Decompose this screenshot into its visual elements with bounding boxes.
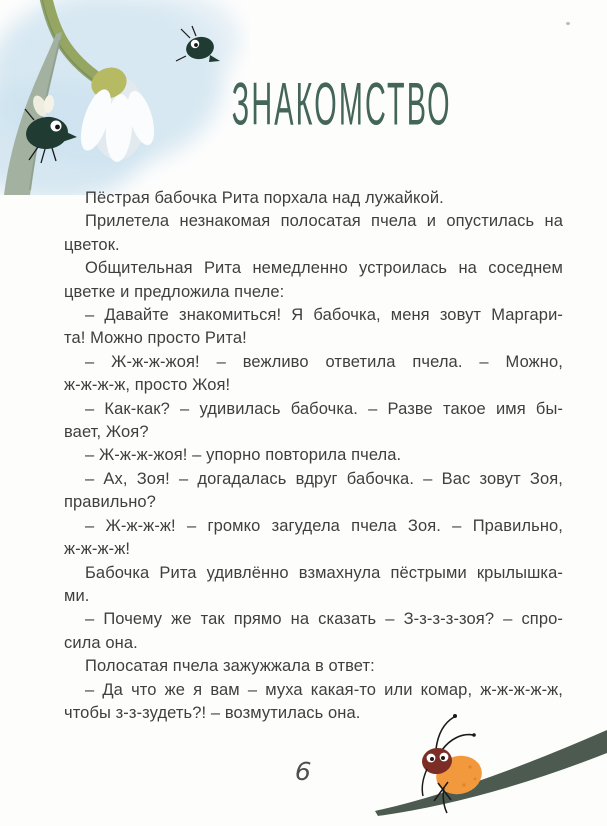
text-line: чтобы з-з-зудеть?! – возмутилась она. [64,703,361,722]
chapter-title-text: ЗНАКОМСТВО [232,71,452,138]
text-line: Пёстрая бабочка Рита порхала над лужайкой. [85,189,444,207]
text-line: – Как-как? – удивилась бабочка. – Разве такое имя бы- [85,399,563,418]
text-line: – Ж-ж-ж-жоя! – вежливо ответила пчела. – Можно, [85,352,563,371]
snowdrop-illustration [0,0,250,195]
branch [375,730,607,816]
text-line: – Давайте знакомиться! Я бабочка, меня зовут Маргари- [85,306,563,325]
text-line: сила она. [64,633,138,652]
text-line: Общительная Рита немедленно устроилась на соседнем [85,259,563,278]
text-line: – Да что же я вам – муха какая-то или комар, ж-ж-ж-ж-ж, [85,680,563,699]
text-line: – Почему же так прямо на сказать – З-з-з-з-зоя? – спро- [85,610,563,629]
page-number: 6 [294,756,312,787]
scan-speck [566,22,570,25]
text-line: ми. [64,586,90,605]
chapter-title [232,70,452,140]
text-line: цветок. [64,235,120,254]
text-line: ж-ж-ж-ж, просто Жоя! [64,376,231,395]
text-line: правильно? [64,493,156,512]
text-line: вает, Жоя? [64,423,149,442]
text-line: Полосатая пчела зажужжала в ответ: [85,657,375,676]
text-line: Бабочка Рита удивлённо взмахнула пёстрыми крылышка- [85,563,563,582]
text-line: – Ж-ж-ж-жоя! – упорно повторила пчела. [85,446,402,465]
text-line: – Ж-ж-ж-ж! – громко загудела пчела Зоя. – Правильно, [85,516,563,535]
bee-on-branch-illustration [320,695,607,826]
text-line: ж-ж-ж-ж! [64,540,131,559]
text-line: та! Можно просто Рита! [64,329,247,348]
text-line: Прилетела незнакомая полосатая пчела и опустилась на [85,212,563,231]
text-line: цветке и предложила пчеле: [64,282,285,301]
story-text [64,187,563,725]
text-line: – Ах, Зоя! – догадалась вдруг бабочка. – Вас зовут Зоя, [85,469,563,488]
